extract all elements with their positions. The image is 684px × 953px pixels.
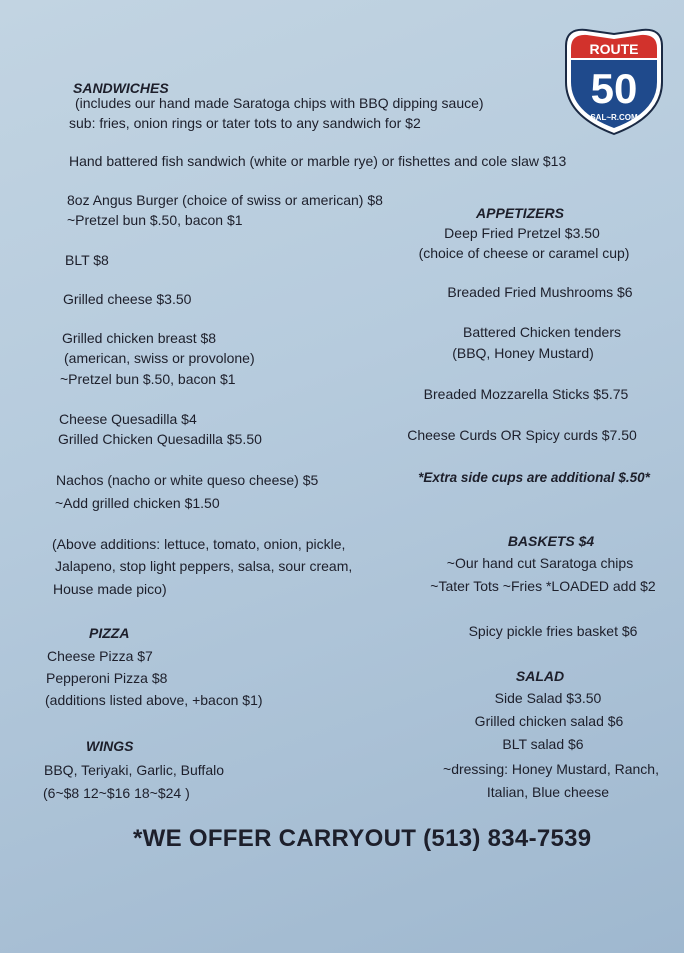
sandwiches-heading: SANDWICHES bbox=[73, 80, 169, 96]
angus-burger-item: 8oz Angus Burger (choice of swiss or american) $8 bbox=[67, 192, 383, 208]
side-salad-item: Side Salad $3.50 bbox=[494, 690, 602, 706]
cheese-quesadilla-item: Cheese Quesadilla $4 bbox=[59, 411, 197, 427]
fried-mushrooms-item: Breaded Fried Mushrooms $6 bbox=[447, 284, 633, 300]
grilled-chicken-breast-addons: ~Pretzel bun $.50, bacon $1 bbox=[60, 371, 236, 387]
grilled-cheese-item: Grilled cheese $3.50 bbox=[63, 291, 192, 307]
nachos-item: Nachos (nacho or white queso cheese) $5 bbox=[56, 472, 319, 488]
nachos-addon: ~Add grilled chicken $1.50 bbox=[55, 495, 220, 511]
sandwiches-note-chips: (includes our hand made Saratoga chips with BBQ dipping sauce) bbox=[75, 95, 484, 111]
salad-heading: SALAD bbox=[515, 668, 565, 684]
carryout-banner: *WE OFFER CARRYOUT (513) 834-7539 bbox=[133, 825, 592, 852]
spicy-pickle-fries-item: Spicy pickle fries basket $6 bbox=[468, 623, 638, 639]
chicken-tenders-item: Battered Chicken tenders bbox=[463, 324, 621, 340]
wings-flavors: BBQ, Teriyaki, Garlic, Buffalo bbox=[44, 762, 224, 778]
pretzel-choice: (choice of cheese or caramel cup) bbox=[418, 245, 630, 261]
blt-salad-item: BLT salad $6 bbox=[502, 736, 584, 752]
pepperoni-pizza-item: Pepperoni Pizza $8 bbox=[46, 670, 168, 686]
baskets-heading: BASKETS $4 bbox=[507, 533, 595, 549]
wings-prices: (6~$8 12~$16 18~$24 ) bbox=[43, 785, 190, 801]
angus-burger-addons: ~Pretzel bun $.50, bacon $1 bbox=[67, 212, 243, 228]
pizza-heading: PIZZA bbox=[89, 625, 130, 641]
additions-line-2: Jalapeno, stop light peppers, salsa, sour cream, bbox=[55, 558, 353, 574]
sandwiches-note-sub: sub: fries, onion rings or tater tots to any sandwich for $2 bbox=[69, 115, 421, 131]
appetizers-heading: APPETIZERS bbox=[476, 205, 564, 221]
grilled-chicken-salad-item: Grilled chicken salad $6 bbox=[474, 713, 624, 729]
additions-line-3: House made pico) bbox=[53, 581, 167, 597]
side-cups-note: *Extra side cups are additional $.50* bbox=[418, 470, 650, 485]
logo-domain-text: SAL~R.COM bbox=[590, 113, 638, 122]
cheese-curds-item: Cheese Curds OR Spicy curds $7.50 bbox=[407, 427, 637, 443]
logo-number-text: 50 bbox=[590, 65, 638, 112]
pizza-additions: (additions listed above, +bacon $1) bbox=[45, 692, 263, 708]
blt-item: BLT $8 bbox=[65, 252, 109, 268]
route-50-logo bbox=[558, 24, 670, 138]
deep-fried-pretzel-item: Deep Fried Pretzel $3.50 bbox=[444, 225, 600, 241]
baskets-tots-fries: ~Tater Tots ~Fries *LOADED add $2 bbox=[430, 578, 656, 594]
chicken-tenders-sauce: (BBQ, Honey Mustard) bbox=[452, 345, 594, 361]
grilled-chicken-breast-item: Grilled chicken breast $8 bbox=[62, 330, 217, 346]
chicken-quesadilla-item: Grilled Chicken Quesadilla $5.50 bbox=[58, 431, 262, 447]
salad-dressing-line-1: ~dressing: Honey Mustard, Ranch, bbox=[443, 761, 659, 777]
cheese-pizza-item: Cheese Pizza $7 bbox=[47, 648, 153, 664]
mozzarella-sticks-item: Breaded Mozzarella Sticks $5.75 bbox=[423, 386, 629, 402]
logo-route-text: ROUTE bbox=[589, 41, 639, 57]
fish-sandwich-item: Hand battered fish sandwich (white or marble rye) or fishettes and cole slaw $13 bbox=[69, 153, 567, 169]
baskets-saratoga-chips: ~Our hand cut Saratoga chips bbox=[446, 555, 634, 571]
salad-dressing-line-2: Italian, Blue cheese bbox=[486, 784, 610, 800]
grilled-chicken-breast-choice: (american, swiss or provolone) bbox=[64, 350, 255, 366]
wings-heading: WINGS bbox=[86, 738, 134, 754]
additions-line-1: (Above additions: lettuce, tomato, onion, pickle, bbox=[52, 536, 346, 552]
